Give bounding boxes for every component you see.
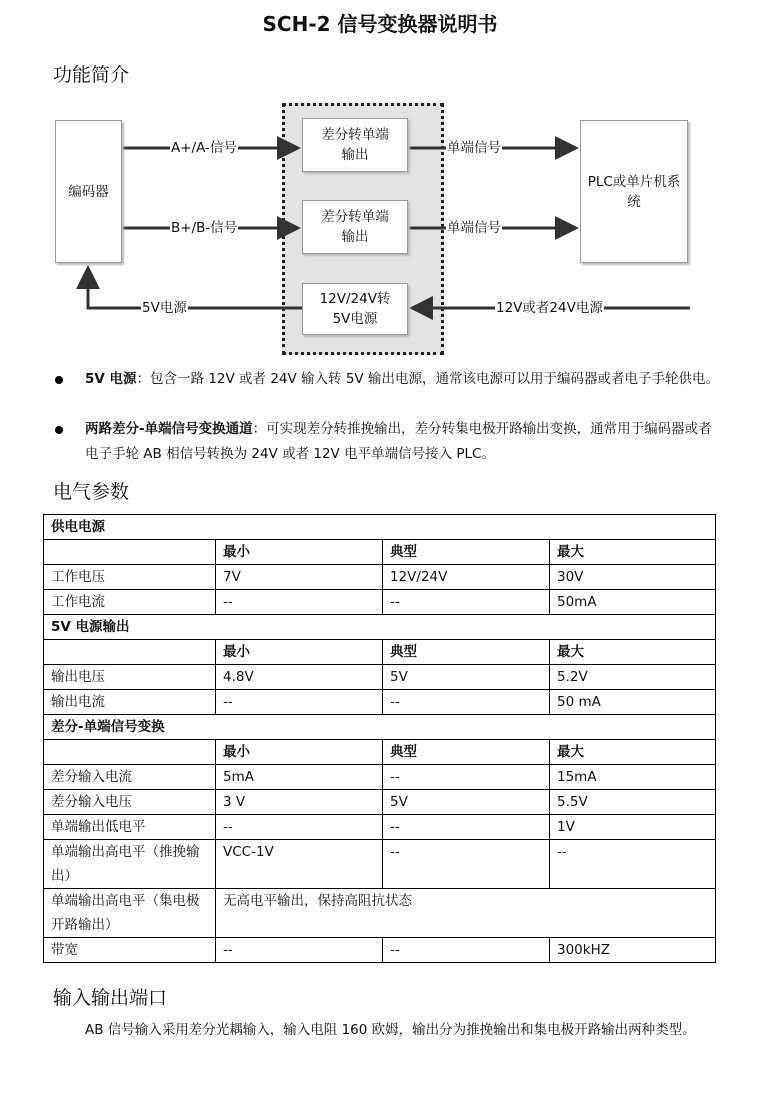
plc-box: PLC或单片机系统 [580,120,688,263]
label-b-signal: B+/B-信号 [171,220,238,236]
bullet-text: ：包含一路 12V 或者 24V 输入转 5V 输出电源，通常该电源可以用于编码器或者电子手轮供电。 [136,371,719,387]
bullet-text: ：可实现差分转推挽输出，差分转集电极开路输出变换，通常用于编码器或者电子手轮 AB 相信号转换为 24V 或者 12V 电平单端信号接入 PLC。 [85,421,712,462]
bullet-icon [55,376,63,384]
table-row: 差分输入电压 3 V 5V 5.5V [44,790,716,815]
table-section-row: 5V 电源输出 [44,615,716,640]
arrow-5v-out [88,268,302,308]
table-section-row: 供电电源 [44,515,716,540]
converter-box-1: 差分转单端输出 [302,118,408,172]
section-heading-ports: 输入输出端口 [53,987,168,1009]
label-input-power: 12V或者24V电源 [496,300,603,316]
table-row: 工作电流 -- -- 50mA [44,590,716,615]
table-header-row: 最小 典型 最大 [44,740,716,765]
bullet-item [85,367,725,392]
label-5v-power: 5V电源 [142,300,187,316]
table-row: 输出电流 -- -- 50 mA [44,690,716,715]
parameters-table [43,514,716,963]
bullet-bold: 5V 电源 [85,371,137,387]
table-row: 输出电压 4.8V 5V 5.2V [44,665,716,690]
table-row: 单端输出高电平（集电极开路输出） 无高电平输出，保持高阻抗状态 [44,889,716,938]
table-row: 带宽 -- -- 300kHZ [44,938,716,963]
label-out2: 单端信号 [447,220,501,236]
bullet-bold: 两路差分-单端信号变换通道 [85,421,253,437]
section-heading-intro: 功能简介 [53,64,130,86]
ports-paragraph: AB 信号输入采用差分光耦输入，输入电阻 160 欧姆，输出分为推挽输出和集电极开路输出两种类型。 [85,1022,696,1038]
table-row: 单端输出高电平（推挽输出） VCC-1V -- -- [44,840,716,889]
encoder-box: 编码器 [55,120,122,263]
table-header-row: 最小 典型 最大 [44,640,716,665]
table-section-row: 差分-单端信号变换 [44,715,716,740]
bullet-item [85,417,725,467]
page-title: SCH-2 信号变换器说明书 [262,12,498,36]
label-a-signal: A+/A-信号 [171,140,237,156]
table-row: 差分输入电流 5mA -- 15mA [44,765,716,790]
table-row: 单端输出低电平 -- -- 1V [44,815,716,840]
table-row: 工作电压 7V 12V/24V 30V [44,565,716,590]
power-converter-box: 12V/24V转5V电源 [302,283,408,335]
table-header-row: 最小 典型 最大 [44,540,716,565]
bullet-icon [55,426,63,434]
section-heading-params: 电气参数 [53,481,130,503]
label-out1: 单端信号 [447,140,501,156]
converter-box-2: 差分转单端输出 [302,200,408,254]
